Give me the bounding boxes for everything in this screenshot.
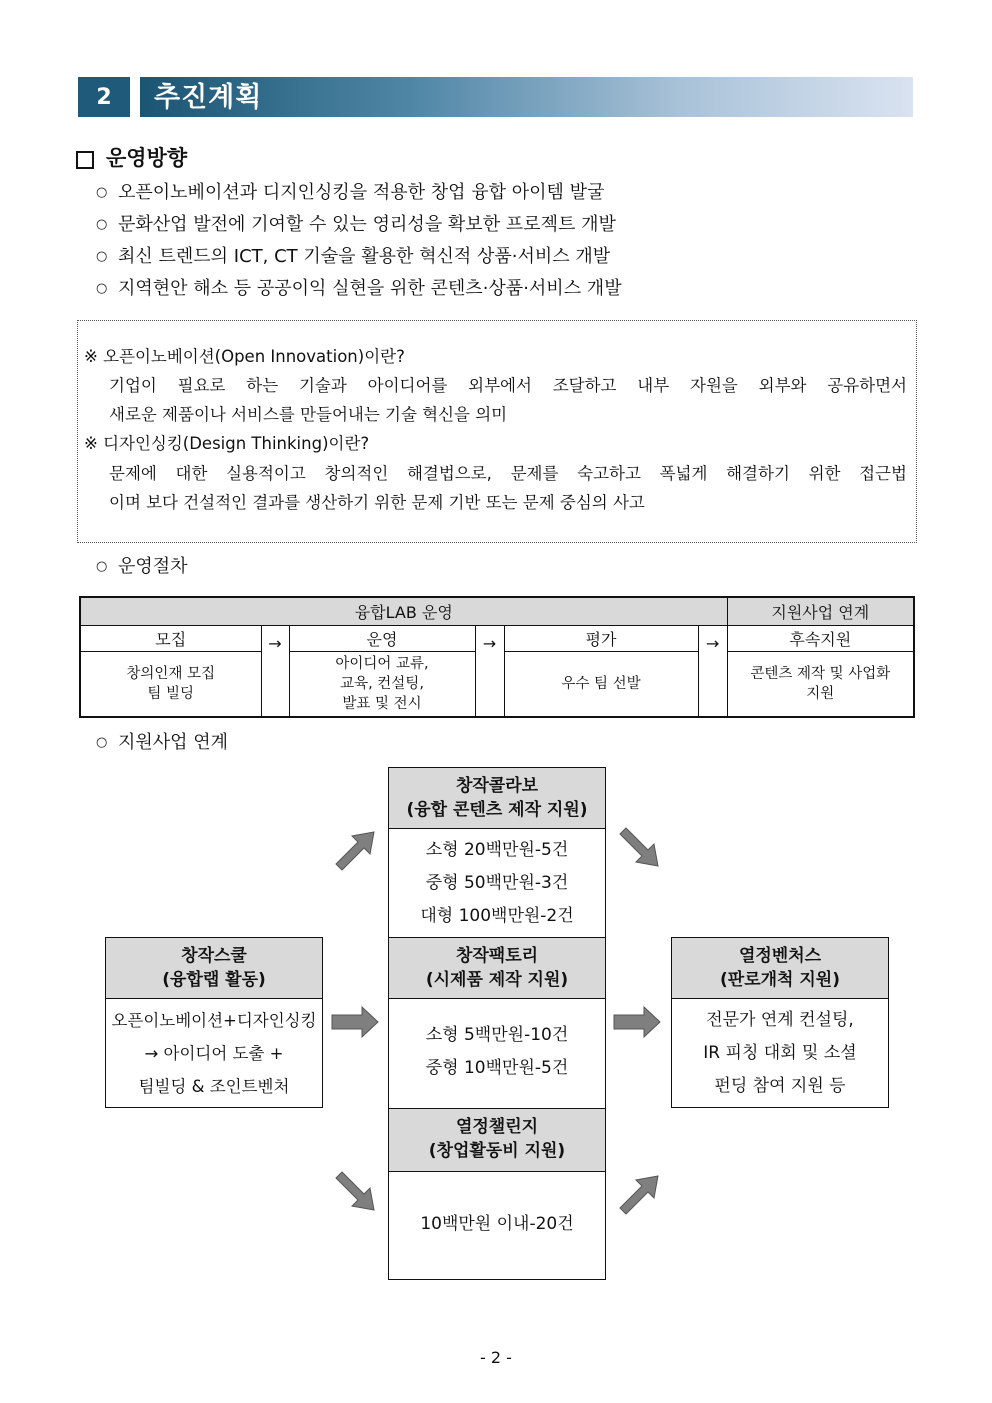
bullet-item: [96, 211, 616, 239]
box-passion-ventures: 열정벤처스 (판로개척 지원) 전문가 연계 컨설팅, IR 피칭 대회 및 소셜 펀딩 참여 지원 등: [671, 937, 889, 1108]
procedure-table: [79, 596, 915, 718]
note-text: 이며 보다 건설적인 결과를 생산하기 위한 문제 기반 또는 문제 중심의 사고: [109, 493, 645, 512]
group-header-lab: 융합LAB 운영: [80, 597, 727, 626]
step-title: 모집: [80, 626, 261, 652]
box-title: 창작콜라보: [455, 776, 539, 796]
box-creative-collabo: 창작콜라보 (융합 콘텐츠 제작 지원) 소형 20백만원-5건 중형 50백만원-3건 대형 100백만원-2건: [388, 767, 606, 938]
heading-operation-direction: 운영방향: [106, 146, 188, 170]
step-title: 운영: [289, 626, 475, 652]
note-text: 새로운 제품이나 서비스를 만들어내는 기술 혁신을 의미: [109, 405, 508, 424]
page-number: - 2 -: [480, 1348, 512, 1367]
step-title: 평가: [504, 626, 698, 652]
box-passion-challenge: 열정챌린지 (창업활동비 지원) 10백만원 이내-20건: [388, 1108, 606, 1280]
bullet-item: [96, 275, 622, 303]
box-title: 열정벤처스: [738, 946, 822, 966]
section-title: 추진계획: [154, 82, 263, 113]
arrow-up-right-icon: [330, 826, 380, 872]
group-header-support: 지원사업 연계: [727, 597, 914, 626]
bullet-text: 최신 트렌드의 ICT, CT 기술을 활용한 혁신적 상품·서비스 개발: [118, 246, 611, 267]
bullet-text: 문화산업 발전에 기여할 수 있는 영리성을 확보한 프로젝트 개발: [118, 214, 616, 235]
step-body: 창의인재 모집 팀 빌딩: [80, 652, 261, 718]
bullet-item: [96, 179, 604, 207]
bullet-text: 지역현안 해소 등 공공이익 실현을 위한 콘텐츠·상품·서비스 개발: [118, 278, 622, 299]
box-subtitle: (창업활동비 지원): [428, 1141, 566, 1161]
right-arrow-icon: →: [475, 626, 504, 718]
arrow-right-icon: [330, 1004, 382, 1040]
note-text: 기업이 필요로 하는 기술과 아이디어를 외부에서 조달하고 내부 자원을 외부와 공유하면서: [109, 376, 907, 395]
box-creative-factory: 창작팩토리 (시제품 제작 지원) 소형 5백만원-10건 중형 10백만원-5건: [388, 937, 606, 1109]
right-arrow-icon: →: [698, 626, 727, 718]
box-subtitle: (판로개척 지원): [720, 970, 840, 990]
bullet-item: [96, 243, 610, 271]
note-text: 문제에 대한 실용적이고 창의적인 해결법으로, 문제를 숙고하고 폭넓게 해결하기 위한 접근법: [109, 464, 907, 483]
note-title-design-thinking: ※ 디자인싱킹(Design Thinking)이란?: [84, 434, 370, 453]
bullet-text: 오픈이노베이션과 디지인싱킹을 적용한 창업 융합 아이템 발굴: [118, 182, 605, 203]
circle-bullet-icon: ○: [96, 185, 108, 200]
step-title: 후속지원: [727, 626, 914, 652]
section-number: 2: [78, 77, 130, 117]
note-title-open-innovation: ※ 오픈이노베이션(Open Innovation)이란?: [84, 347, 405, 366]
step-body: 콘텐츠 제작 및 사업화 지원: [727, 652, 914, 718]
box-subtitle: (융합랩 활동): [162, 970, 266, 990]
right-arrow-icon: →: [261, 626, 289, 718]
circle-bullet-icon: ○: [96, 249, 108, 264]
circle-bullet-icon: ○: [96, 735, 108, 750]
box-creative-school: 창작스쿨 (융합랩 활동) 오픈이노베이션+디자인싱킹 → 아이디어 도출 + 팀빌딩 & 조인트벤처: [105, 937, 323, 1108]
box-title: 창작팩토리: [455, 946, 539, 966]
square-bullet-icon: [76, 151, 94, 169]
box-title: 창작스쿨: [181, 946, 247, 966]
circle-bullet-icon: ○: [96, 281, 108, 296]
arrow-right-icon: [612, 1004, 664, 1040]
support-label: ○ 지원사업 연계: [96, 729, 228, 757]
step-body: 우수 팀 선발: [504, 652, 698, 718]
arrow-down-right-icon: [330, 1170, 380, 1216]
circle-bullet-icon: ○: [96, 559, 108, 574]
box-subtitle: (융합 콘텐츠 제작 지원): [406, 800, 588, 820]
arrow-up-right-icon: [614, 1170, 664, 1216]
step-body: 아이디어 교류, 교육, 컨설팅, 발표 및 전시: [289, 652, 475, 718]
box-subtitle: (시제품 제작 지원): [425, 970, 569, 990]
box-title: 열정챌린지: [455, 1117, 539, 1137]
procedure-label: ○ 운영절차: [96, 553, 188, 581]
circle-bullet-icon: ○: [96, 217, 108, 232]
arrow-down-right-icon: [614, 826, 664, 872]
